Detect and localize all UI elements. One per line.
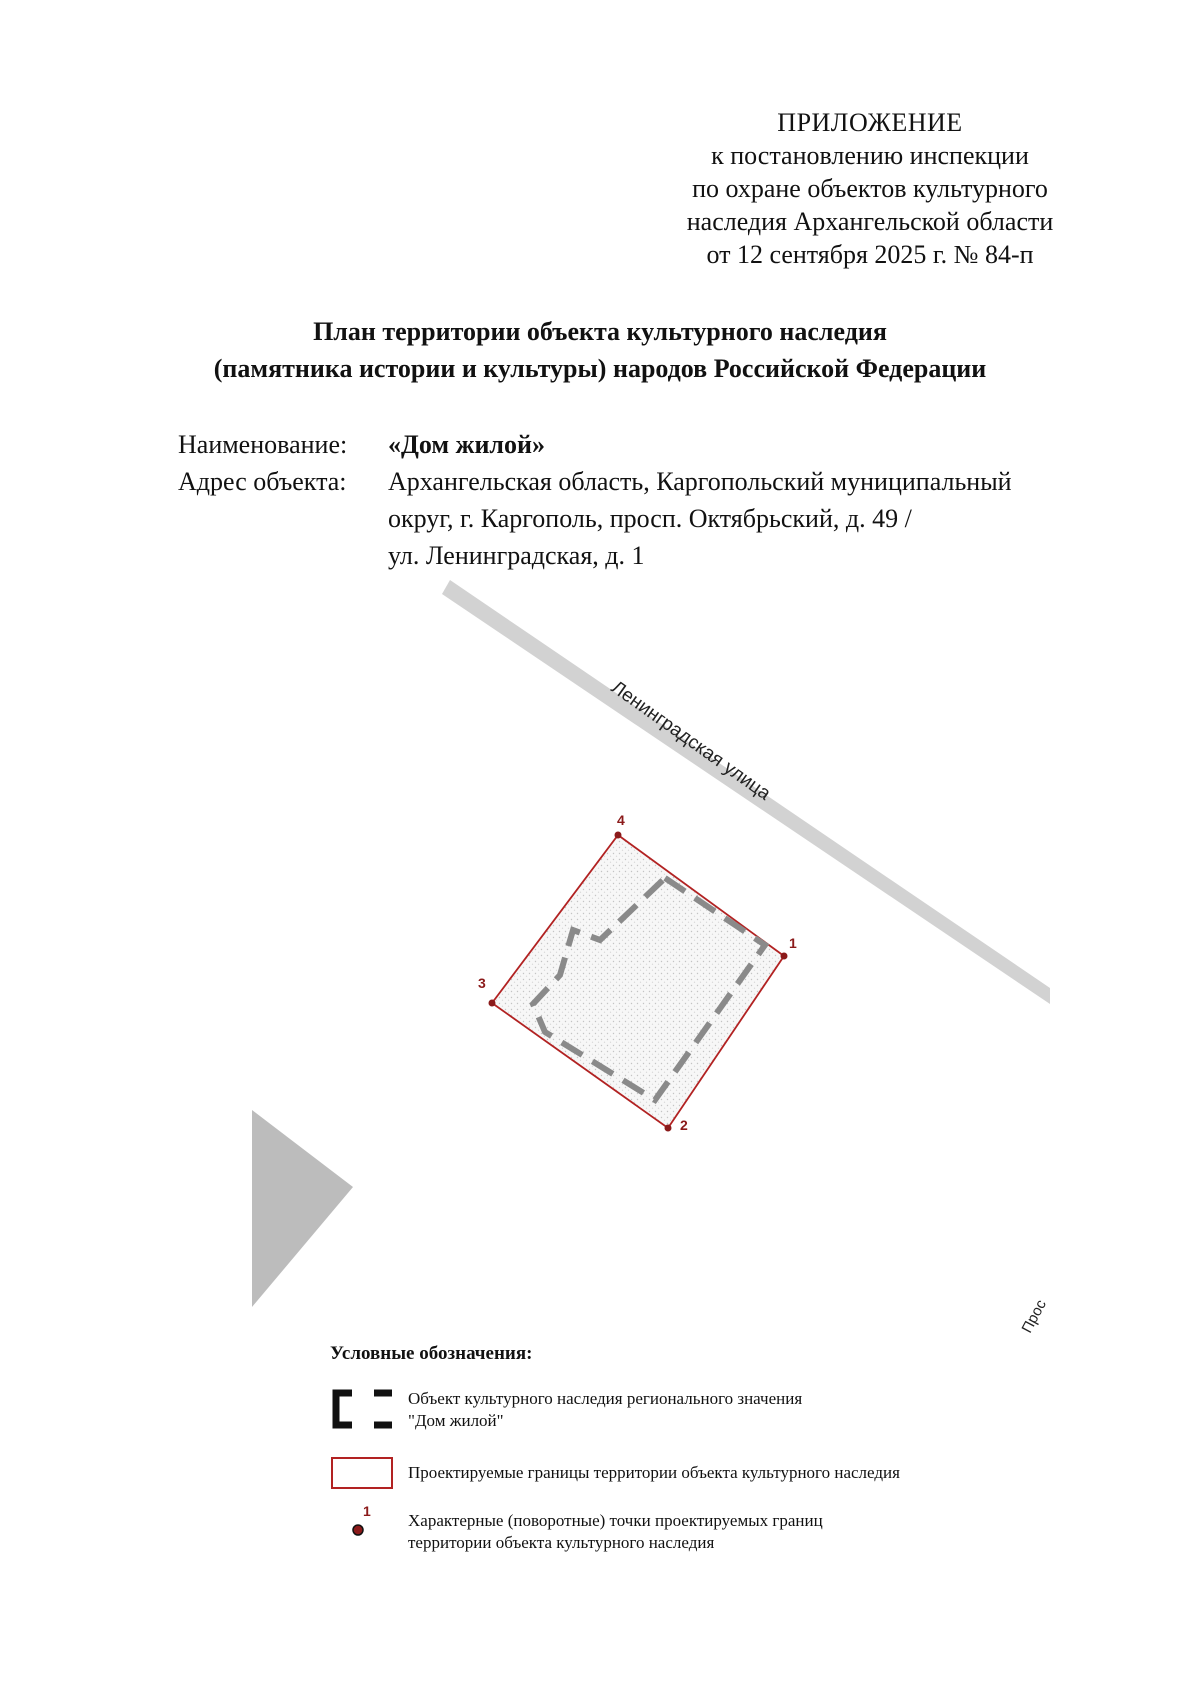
document-title xyxy=(100,313,1100,387)
address-value xyxy=(388,463,1108,574)
address-label: Адрес объекта: xyxy=(178,467,347,496)
appendix-line-4: от 12 сентября 2025 г. № 84-п xyxy=(706,240,1034,269)
turning-point-3 xyxy=(478,975,496,1007)
address-line-1: Архангельская область, Каргопольский муниципальный xyxy=(388,467,1012,496)
point-1-label: 1 xyxy=(789,935,797,951)
boundary-symbol xyxy=(330,1456,396,1492)
partial-street-label: Прос xyxy=(1018,1297,1050,1336)
legend-item-object-text xyxy=(408,1388,1048,1432)
legend-title: Условные обозначения: xyxy=(330,1343,533,1364)
legend-item-points-text xyxy=(408,1510,1048,1554)
turning-point-symbol xyxy=(330,1504,396,1548)
legend-item-points-line-2: территории объекта культурного наследия xyxy=(408,1533,715,1552)
legend-item-points-line-1: Характерные (поворотные) точки проектируемых границ xyxy=(408,1511,823,1530)
legend-item-boundary-text: Проектируемые границы территории объекта культурного наследия xyxy=(408,1463,900,1482)
title-line-2: (памятника истории и культуры) народов Российской Федерации xyxy=(213,354,987,383)
appendix-block xyxy=(640,106,1100,271)
name-label: Наименование: xyxy=(178,430,348,459)
turning-point-1 xyxy=(781,935,798,960)
appendix-heading: ПРИЛОЖЕНИЕ xyxy=(777,108,963,137)
point-4-label: 4 xyxy=(617,812,625,828)
street-label: Ленинградская улица xyxy=(607,676,775,805)
legend-item-object-line-1: Объект культурного наследия регионального значения xyxy=(408,1389,803,1408)
dashed-object-symbol xyxy=(330,1388,396,1430)
address-line-3: ул. Ленинградская, д. 1 xyxy=(388,541,645,570)
legend-item-object-line-2: "Дом жилой" xyxy=(408,1411,504,1430)
appendix-line-3: наследия Архангельской области xyxy=(686,207,1054,236)
address-line-2: округ, г. Каргополь, просп. Октябрьский, д. 49 / xyxy=(388,504,912,533)
site-plan-map xyxy=(0,560,1200,1340)
appendix-line-2: по охране объектов культурного xyxy=(692,174,1048,203)
address-row xyxy=(178,463,1108,574)
object-info xyxy=(178,426,1108,574)
point-3-label: 3 xyxy=(478,975,486,991)
point-2-label: 2 xyxy=(680,1117,688,1133)
name-row xyxy=(178,426,1108,463)
turning-point-4 xyxy=(615,812,626,839)
name-value: «Дом жилой» xyxy=(388,430,546,459)
title-line-1: План территории объекта культурного наследия xyxy=(313,317,887,346)
legend-point-number: 1 xyxy=(363,1504,371,1519)
appendix-line-1: к постановлению инспекции xyxy=(711,141,1029,170)
neighbor-area xyxy=(252,1110,353,1307)
